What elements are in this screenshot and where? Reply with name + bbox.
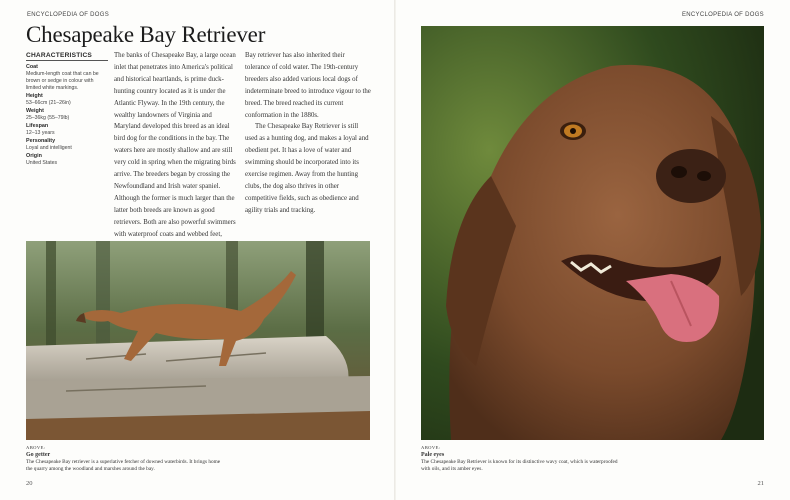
fact-origin	[26, 153, 108, 167]
photo-dog-portrait	[421, 26, 764, 440]
fact-value: Medium-length coat that can be brown or sedge in colour with limited white markings.	[26, 71, 99, 91]
caption-title: Go getter	[26, 452, 51, 458]
caption-text: The Chesapeake Bay Retriever is known for its distinctive wavy coat, which is waterproofed with oils, and its amber eyes.	[421, 459, 618, 472]
characteristics-sidebar	[26, 52, 108, 168]
body-paragraph: Bay retriever has also inherited their tolerance of cold water. The 19th-century breeders also added various local dogs of indeterminate breed to introduce vigour to the breed. The breed reached its current conformation in the 1880s.	[245, 52, 371, 119]
body-column-1	[114, 50, 238, 264]
fact-label: Lifespan	[26, 123, 49, 129]
page-number-right: 21	[757, 480, 764, 487]
caption-kicker: ABOVE:	[26, 445, 46, 450]
caption-right	[421, 445, 621, 473]
fact-height	[26, 93, 108, 107]
running-head-left: ENCYCLOPEDIA OF DOGS	[27, 12, 110, 18]
body-paragraph: The Chesapeake Bay Retriever is still used as a hunting dog, and makes a loyal and obedient pet. It has a love of water and swimming should be incorporated into its exercise regimen. Away from the hunting clubs, the dog also thrives in other competitive fields, such as obedience and agility trials and tracking.	[245, 123, 369, 214]
fact-personality	[26, 138, 108, 152]
fact-lifespan	[26, 123, 108, 137]
fact-label: Height	[26, 93, 43, 99]
running-head-right: ENCYCLOPEDIA OF DOGS	[681, 12, 764, 18]
photo-leaping-dog	[26, 241, 370, 440]
fact-value: 25–36kg (55–79lb)	[26, 115, 70, 121]
leaping-dog-illustration	[26, 241, 370, 440]
page-title: Chesapeake Bay Retriever	[26, 22, 266, 47]
page-gutter	[394, 0, 396, 500]
fact-weight	[26, 108, 108, 122]
caption-left	[26, 445, 226, 473]
fact-value: Loyal and intelligent	[26, 145, 72, 151]
fact-label: Coat	[26, 64, 38, 70]
body-paragraph: The banks of Chesapeake Bay, a large ocean inlet that penetrates into America's political and historical heartlands, is prime duck-hunting country located as it is under the Atlantic Flyway. In the 19th century, the wealthy landowners of Virginia and Maryland developed this breed as an ideal bird dog for the conditions in the bay. The waters here are mostly shallow and are still very cold in spring when the migrating birds arrive. The breeders began by crossing the Newfoundland and Irish water spaniel. Although the former is much larger than the latter both breeds are known as good retrievers. Both are also powerful swimmers with waterproof coats and webbed feet,	[114, 52, 236, 238]
caption-title: Pale eyes	[421, 452, 445, 458]
fact-label: Weight	[26, 108, 44, 114]
fact-coat	[26, 64, 108, 92]
fact-value: 53–66cm (21–26in)	[26, 100, 71, 106]
fact-value: 12–13 years	[26, 130, 55, 136]
caption-kicker: ABOVE:	[421, 445, 441, 450]
fact-label: Origin	[26, 153, 42, 159]
dog-portrait-illustration	[421, 26, 764, 440]
fact-value: United States	[26, 160, 58, 166]
caption-text: The Chesapeake Bay retriever is a superlative fetcher of downed waterbirds. It brings home the quarry among the woodland and marshes around the bay.	[26, 459, 221, 472]
page-number-left: 20	[26, 480, 33, 487]
characteristics-heading: CHARACTERISTICS	[26, 52, 108, 61]
body-column-2	[245, 50, 371, 217]
fact-label: Personality	[26, 138, 56, 144]
